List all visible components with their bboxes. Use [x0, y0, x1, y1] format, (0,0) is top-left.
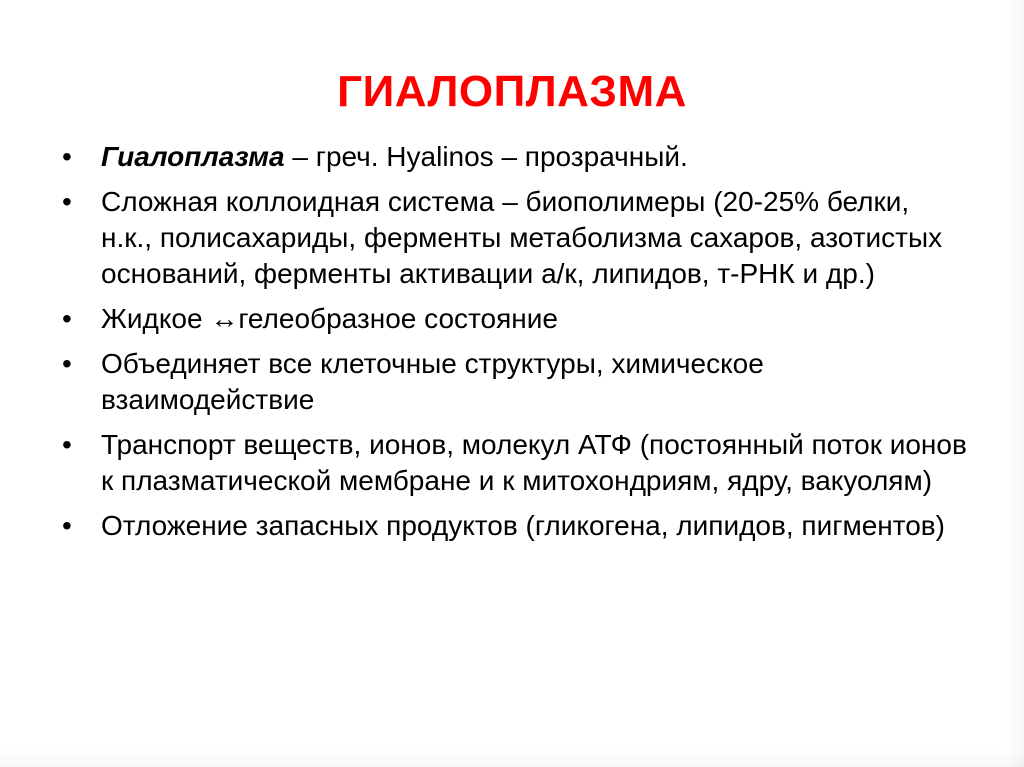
bullet-item-storage: [62, 508, 967, 544]
bullet-text: Сложная коллоидная система – биополимеры (20-25% белки, н.к., полисахариды, ферменты метаболизма сахаров, азотистых оснований, ферменты активации а/к, липидов, т-РНК и др.): [101, 186, 943, 289]
bullet-item-state: [62, 301, 967, 337]
bullet-dot-icon: •: [62, 348, 72, 379]
bullet-dot-icon: •: [62, 186, 72, 217]
bullet-item-definition: [62, 139, 967, 175]
bullet-item-transport: [62, 427, 967, 499]
bullet-dot-icon: •: [62, 141, 72, 172]
bullet-list: [62, 139, 967, 553]
bullet-item-unifies-structures: [62, 346, 967, 418]
bullet-text: Отложение запасных продуктов (гликогена, липидов, пигментов): [101, 510, 946, 541]
slide-title: ГИАЛОПЛАЗМА: [337, 67, 687, 116]
bullet-dot-icon: •: [62, 303, 72, 334]
bullet-text: Транспорт веществ, ионов, молекул АТФ (постоянный поток ионов к плазматической мембране и к митохондриям, ядру, вакуолям): [101, 429, 967, 496]
bullet-text: Объединяет все клеточные структуры, химическое взаимодействие: [101, 348, 764, 415]
bullet-term: Гиалоплазма: [101, 141, 285, 172]
bullet-text: Жидкое ↔гелеобразное состояние: [101, 303, 558, 334]
bullet-text: – греч. Hyalinos – прозрачный.: [284, 141, 688, 172]
slide-edge-shadow-bottom: [0, 749, 1024, 767]
bullet-dot-icon: •: [62, 510, 72, 541]
bullet-item-colloid-system: [62, 184, 967, 292]
bullet-dot-icon: •: [62, 429, 72, 460]
